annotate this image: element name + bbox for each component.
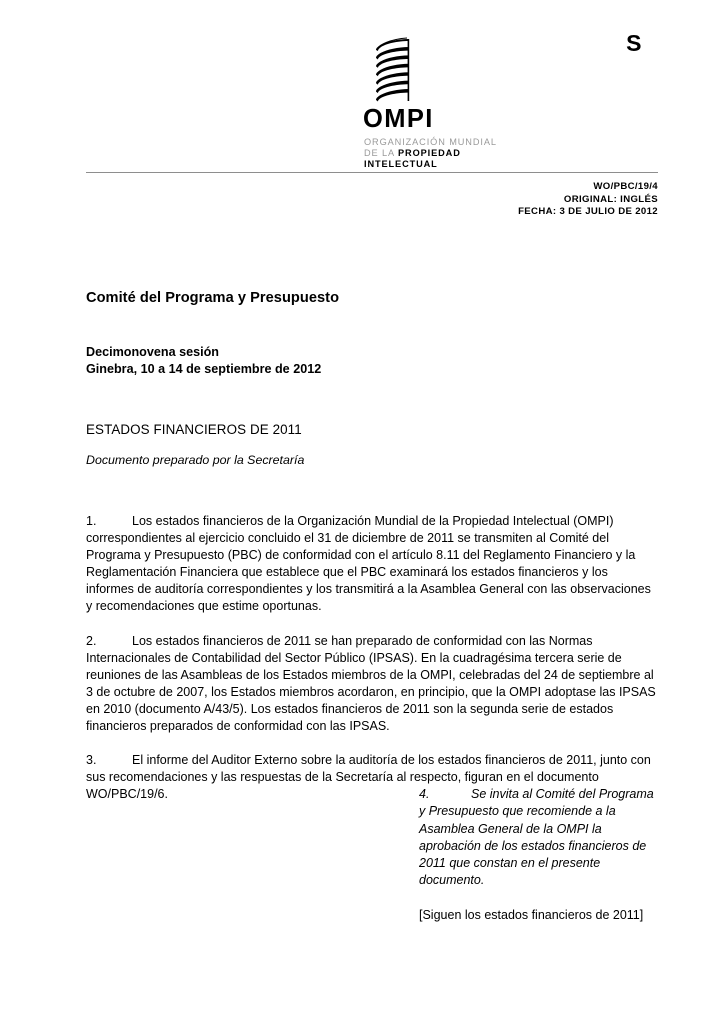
tagline-line-2-bold: PROPIEDAD [398, 147, 461, 158]
tagline-line-3-bold: INTELECTUAL [364, 159, 438, 170]
document-code: WO/PBC/19/4 [593, 181, 658, 192]
paragraph-1-number: 1. [86, 514, 97, 528]
paragraph-1 [86, 513, 658, 616]
document-date: FECHA: 3 DE JULIO DE 2012 [518, 206, 658, 218]
helix-icon [363, 36, 433, 106]
document-meta [258, 181, 658, 219]
follows-note: [Siguen los estados financieros de 2011] [419, 907, 644, 922]
body-paragraphs [86, 513, 658, 820]
decision-text: Se invita al Comité del Programa y Presupuesto que recomiende a la Asamblea General de la OMPI la aprobación de los estados financieros de 2011 que constan en el presente documento. [419, 787, 654, 888]
prepared-by-note: Documento preparado por la Secretaría [86, 453, 305, 467]
session-place-date: Ginebra, 10 a 14 de septiembre de 2012 [86, 361, 322, 376]
paragraph-2 [86, 633, 658, 736]
paragraph-1-text: Los estados financieros de la Organización Mundial de la Propiedad Intelectual (OMPI) correspondientes al ejercicio concluido el 31 de diciembre de 2011 se transmiten al Comité del Programa y Presupuesto (PBC) de conformidad con el artículo 8.11 del Reglamento Financiero y la Reglamentación Financiera que establece que el PBC examinará los estados financieros y los informes de auditoría correspondientes y los transmitirá a la Asamblea General con las observaciones y recomendaciones que estime oportunas. [86, 514, 651, 614]
ompi-logo [355, 36, 555, 171]
header-divider [86, 172, 658, 173]
ompi-tagline [364, 137, 555, 171]
session-info [86, 344, 321, 377]
paragraph-2-number: 2. [86, 633, 97, 648]
tagline-line-1: ORGANIZACIÓN MUNDIAL [364, 136, 497, 147]
decision-block [419, 786, 658, 924]
ompi-wordmark: OMPI [363, 105, 434, 133]
language-code: S [626, 30, 642, 56]
paragraph-3-number: 3. [86, 753, 97, 768]
paragraph-2-text: Los estados financieros de 2011 se han preparado de conformidad con las Normas Internacionales de Contabilidad del Sector Público (IPSAS). En la cuadragésima tercera serie de reuniones de las Asambleas de los Estados miembros de la OMPI, celebradas del 24 de septiembre al 3 de octubre de 2007, los Estados miembros acordaron, en principio, que la OMPI adoptase las IPSAS en 2010 (documento A/43/5). Los estados financieros de 2011 son la segunda serie de estados financieros preparados de conformidad con las IPSAS. [86, 633, 656, 734]
paragraph-3-text: El informe del Auditor Externo sobre la auditoría de los estados financieros de 2011, junto con sus recomendaciones y las respuestas de la Secretaría al respecto, figuran en el documento WO/PBC/19/6. [86, 753, 651, 802]
tagline-line-2-light: DE LA [364, 147, 398, 158]
decision-paragraph [419, 786, 658, 890]
committee-title: Comité del Programa y Presupuesto [86, 290, 340, 306]
document-original-language: ORIGINAL: INGLÉS [563, 193, 658, 205]
decision-number: 4. [419, 787, 430, 801]
document-subject: ESTADOS FINANCIEROS DE 2011 [86, 422, 302, 437]
session-name: Decimonovena sesión [86, 345, 219, 359]
